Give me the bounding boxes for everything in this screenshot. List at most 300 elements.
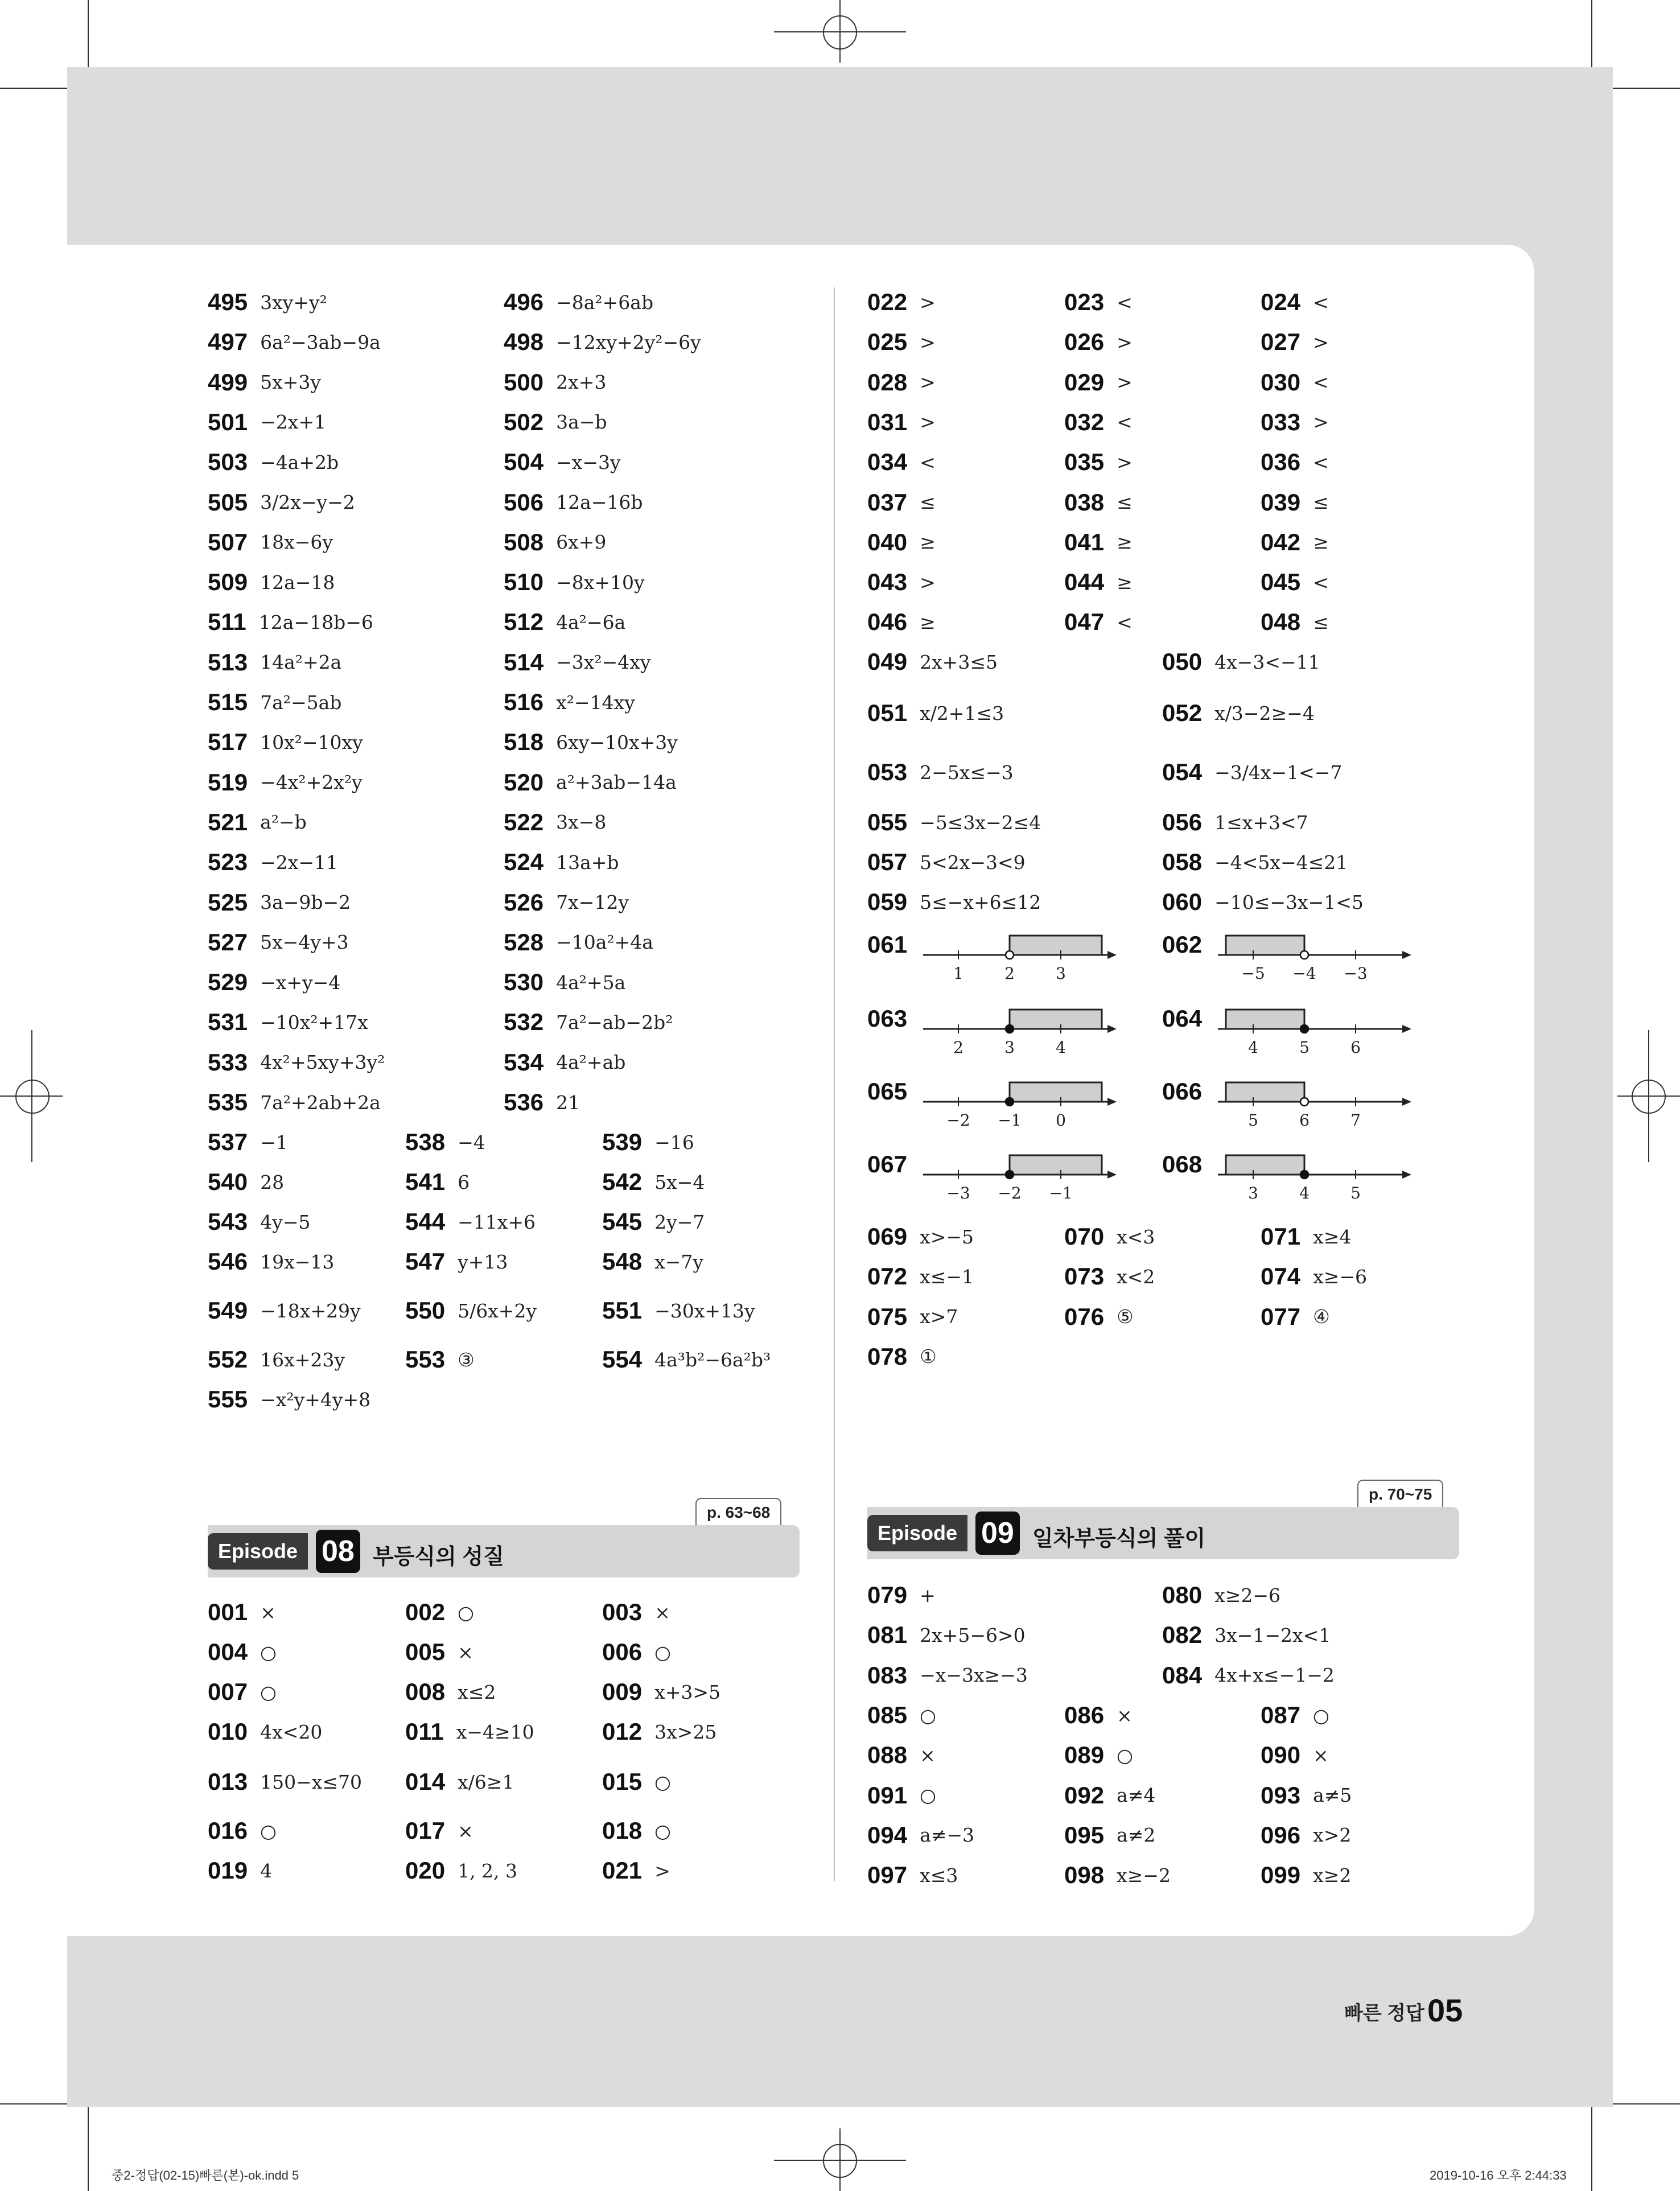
tick-label: 2: [953, 1038, 963, 1056]
answer-text: 4a³b²−6a²b³: [654, 1348, 771, 1371]
answer-number: 016: [208, 1817, 248, 1844]
answer-number: 081: [867, 1621, 908, 1649]
answer-number: 045: [1261, 569, 1301, 596]
answer-number: 031: [867, 408, 908, 435]
answer-text: ×: [920, 1744, 936, 1766]
answer-text: 5x−4y+3: [260, 931, 349, 954]
answer-text: 19x−13: [260, 1250, 335, 1273]
answer-text: 2y−7: [654, 1210, 705, 1233]
solution-region: [1010, 1155, 1102, 1175]
answer-034: [867, 450, 936, 474]
answer-055: [867, 810, 1041, 834]
answer-014: [405, 1770, 514, 1794]
number-line-graphic: [1213, 1072, 1418, 1129]
answer-text: ≥: [920, 531, 936, 554]
answer-number: 050: [1162, 648, 1203, 675]
answer-number: 544: [405, 1208, 446, 1235]
answer-text: ≥: [1117, 571, 1133, 594]
answer-number: 087: [1261, 1702, 1301, 1728]
answer-051: [867, 701, 1004, 725]
answer-number: 021: [602, 1857, 643, 1884]
answer-text: ○: [1313, 1704, 1329, 1727]
answer-number: 030: [1261, 368, 1301, 396]
answer-number: 092: [1064, 1781, 1105, 1809]
answer-number: 519: [208, 768, 248, 796]
answer-text: 5/6x+2y: [458, 1299, 537, 1322]
answer-text: 4x²+5xy+3y²: [260, 1051, 385, 1074]
answer-text: −x−3x≥−3: [920, 1664, 1028, 1687]
answer-011: [405, 1720, 534, 1744]
answer-text: 2x+3: [556, 371, 607, 394]
answer-069: [867, 1225, 974, 1249]
answer-text: >: [920, 411, 936, 434]
answer-number: 039: [1261, 488, 1301, 516]
answer-text: ○: [654, 1641, 671, 1663]
answer-510: [504, 570, 645, 594]
answer-016: [208, 1819, 277, 1843]
answer-text: 2x+3≤5: [920, 650, 998, 673]
answer-number: 044: [1064, 569, 1105, 596]
answer-text: x/6≥1: [458, 1770, 514, 1793]
answer-495: [208, 290, 327, 314]
answer-text: 3a−9b−2: [260, 891, 351, 913]
answer-number: 037: [867, 488, 908, 516]
answer-text: ③: [458, 1348, 475, 1371]
answer-048: [1261, 610, 1329, 634]
answer-number: 530: [504, 969, 544, 996]
answer-number: 543: [208, 1208, 248, 1235]
answer-number: 004: [208, 1638, 248, 1665]
answer-text: ①: [920, 1345, 937, 1368]
crop-mark: [0, 2103, 67, 2104]
answer-number: 020: [405, 1857, 446, 1884]
answer-text: −2x−11: [260, 851, 338, 874]
episode-title: 일차부등식의 풀이: [1032, 1527, 1206, 1551]
closed-endpoint: [1300, 1025, 1308, 1033]
episode-number: 09: [975, 1512, 1020, 1555]
answer-038: [1064, 488, 1133, 516]
answer-text: 3/2x−y−2: [260, 491, 355, 513]
answer-number: 008: [405, 1678, 446, 1705]
answer-084: [1162, 1663, 1335, 1687]
tick-label: 6: [1299, 1111, 1310, 1129]
answer-498: [504, 330, 701, 354]
answer-number: 537: [208, 1129, 248, 1155]
answer-text: >: [920, 331, 936, 353]
top-gray-band: [67, 67, 1613, 245]
answer-number: 084: [1162, 1661, 1203, 1688]
axis-arrow: [1107, 1171, 1117, 1179]
answer-text: −3/4x−1<−7: [1214, 761, 1343, 784]
axis-arrow: [1402, 951, 1411, 959]
tick-label: −3: [946, 1184, 970, 1202]
answer-text: 13a+b: [556, 851, 619, 874]
answer-text: −10x²+17x: [260, 1011, 368, 1033]
answer-number: 051: [867, 699, 908, 726]
answer-086: [1064, 1703, 1133, 1727]
answer-number: 082: [1162, 1621, 1203, 1649]
answer-number: 497: [208, 328, 248, 356]
tick-label: 0: [1056, 1111, 1066, 1129]
answer-text: −2x+1: [260, 411, 326, 434]
answer-533: [208, 1048, 385, 1076]
answer-532: [504, 1010, 673, 1034]
answer-number: 056: [1162, 809, 1203, 835]
answer-text: 7a²+2ab+2a: [260, 1091, 381, 1114]
answer-text: −3x²−4xy: [556, 651, 651, 674]
answer-072: [867, 1265, 974, 1288]
answer-text: a²−b: [260, 811, 307, 834]
answer-number: 005: [405, 1638, 446, 1665]
answer-number: 538: [405, 1129, 446, 1155]
answer-040: [867, 530, 936, 554]
tick-label: 3: [1248, 1184, 1258, 1202]
answer-087: [1261, 1703, 1329, 1727]
answer-020: [405, 1859, 517, 1883]
answer-number: 096: [1261, 1821, 1301, 1848]
answer-number: 003: [602, 1599, 643, 1625]
answer-058: [1162, 850, 1348, 874]
answer-text: ≤: [1117, 491, 1133, 513]
answer-527: [208, 930, 349, 954]
answer-507: [208, 530, 333, 554]
answer-number: 499: [208, 368, 248, 396]
answer-073: [1064, 1265, 1155, 1288]
solution-region: [1226, 936, 1304, 955]
answer-number: 524: [504, 849, 544, 876]
number-line-graphic: [1213, 999, 1418, 1056]
answer-number: 511: [208, 608, 246, 636]
answer-text: 4x−3<−11: [1214, 650, 1320, 673]
axis-arrow: [1402, 1098, 1411, 1106]
answer-number: 010: [208, 1718, 248, 1745]
answer-number: 550: [405, 1297, 446, 1324]
answer-text: −11x+6: [458, 1210, 536, 1233]
answer-text: ≥: [1117, 531, 1133, 554]
tick-label: 2: [1004, 964, 1015, 982]
answer-text: a≠5: [1313, 1784, 1352, 1807]
answer-text: 12a−18b−6: [258, 611, 373, 633]
answer-text: >: [920, 571, 936, 594]
answer-text: 12a−18: [260, 571, 335, 594]
answer-number: 006: [602, 1638, 643, 1665]
answer-516: [504, 690, 635, 714]
answer-text: 7a²−ab−2b²: [556, 1011, 673, 1033]
registration-mark: [15, 1080, 50, 1114]
open-endpoint: [1006, 951, 1014, 959]
answer-number: 026: [1064, 328, 1105, 356]
answer-text: 21: [556, 1091, 580, 1114]
number-line-graphic: [919, 999, 1123, 1056]
answer-544: [405, 1210, 536, 1234]
answer-text: −4a+2b: [260, 451, 339, 473]
answer-number: 549: [208, 1297, 248, 1324]
crop-mark: [0, 88, 67, 89]
tick-label: −1: [998, 1111, 1022, 1129]
page-range-tag: p. 63~68: [695, 1498, 781, 1526]
answer-number: 504: [504, 448, 544, 476]
answer-019: [208, 1859, 272, 1883]
answer-number: 058: [1162, 849, 1203, 875]
answer-text: −10≤−3x−1<5: [1214, 891, 1364, 913]
answer-015: [602, 1770, 671, 1794]
answer-089: [1064, 1743, 1133, 1767]
answer-number: 028: [867, 368, 908, 396]
answer-text: −8x+10y: [556, 571, 645, 594]
answer-number: 033: [1261, 408, 1301, 435]
crop-mark: [88, 0, 89, 67]
answer-number: 019: [208, 1857, 248, 1884]
answer-545: [602, 1210, 705, 1234]
answer-513: [208, 650, 341, 674]
page-number: 05: [1427, 1992, 1463, 2028]
answer-074: [1261, 1265, 1367, 1288]
answer-number: 083: [867, 1661, 908, 1688]
answer-text: x+3>5: [654, 1681, 720, 1703]
answer-text: x−4≥10: [456, 1720, 534, 1743]
answer-text: 10x²−10xy: [260, 731, 363, 753]
answer-number: 552: [208, 1346, 248, 1373]
answer-text: 16x+23y: [260, 1348, 345, 1371]
episode-title: 부등식의 성질: [373, 1545, 504, 1569]
answer-number: 513: [208, 648, 248, 676]
answer-text: −x+y−4: [260, 971, 341, 994]
answer-496: [504, 290, 653, 314]
answer-number: 053: [867, 759, 908, 785]
answer-number: 062: [1162, 931, 1203, 958]
answer-number: 514: [504, 648, 544, 676]
answer-number: 049: [867, 648, 908, 675]
answer-text: ×: [1313, 1744, 1329, 1766]
answer-005: [405, 1640, 473, 1664]
answer-text: ○: [1117, 1744, 1133, 1766]
answer-text: x<2: [1117, 1265, 1155, 1288]
answer-503: [208, 450, 339, 474]
answer-number: 501: [208, 408, 248, 435]
answer-091: [867, 1781, 936, 1809]
answer-text: 6x+9: [556, 531, 607, 554]
answer-number: 540: [208, 1168, 248, 1195]
closed-endpoint: [1006, 1098, 1014, 1106]
open-endpoint: [1300, 1098, 1308, 1106]
answer-text: <: [920, 451, 936, 473]
right-gray-band: [1507, 245, 1613, 1936]
answer-text: ×: [260, 1601, 276, 1624]
tick-label: 1: [953, 964, 963, 982]
answer-text: 3a−b: [556, 411, 607, 434]
answer-text: x>−5: [920, 1225, 974, 1248]
answer-number: 038: [1064, 488, 1105, 516]
registration-mark: [1632, 1080, 1666, 1114]
answer-number: 090: [1261, 1741, 1301, 1769]
answer-number: 018: [602, 1817, 643, 1844]
answer-number: 024: [1261, 289, 1301, 315]
answer-097: [867, 1863, 958, 1887]
answer-number: 508: [504, 528, 544, 555]
answer-number: 542: [602, 1168, 643, 1195]
axis-arrow: [1107, 1098, 1117, 1106]
answer-525: [208, 888, 351, 916]
answer-528: [504, 930, 653, 954]
answer-text: 5<2x−3<9: [920, 851, 1026, 874]
answer-text: x>7: [920, 1305, 958, 1328]
answer-number: 055: [867, 809, 908, 835]
answer-554: [602, 1348, 771, 1372]
answer-049: [867, 650, 998, 674]
answer-text: ×: [458, 1819, 473, 1842]
answer-529: [208, 970, 340, 994]
episode-label: Episode: [208, 1533, 308, 1570]
tick-label: 3: [1056, 964, 1066, 982]
answer-004: [208, 1640, 277, 1664]
answer-number: 011: [405, 1718, 444, 1745]
answer-text: x>2: [1313, 1824, 1352, 1847]
answer-text: −12xy+2y²−6y: [556, 331, 701, 353]
answer-text: ④: [1313, 1305, 1330, 1328]
answer-number: 512: [504, 608, 544, 636]
answer-text: >: [1313, 331, 1329, 353]
answer-number: 023: [1064, 289, 1105, 315]
answer-551: [602, 1299, 755, 1323]
tick-label: 4: [1248, 1038, 1258, 1056]
answer-number: 528: [504, 928, 544, 956]
axis-arrow: [1107, 951, 1117, 959]
answer-093: [1261, 1781, 1352, 1809]
answer-number: 526: [504, 888, 544, 916]
answer-text: ⑤: [1117, 1305, 1134, 1328]
answer-text: <: [1117, 411, 1133, 434]
solution-region: [1226, 1155, 1304, 1175]
answer-text: −16: [654, 1131, 694, 1154]
answer-518: [504, 730, 678, 754]
answer-number: 068: [1162, 1151, 1203, 1177]
answer-number: 094: [867, 1821, 908, 1848]
answer-number: 052: [1162, 699, 1203, 726]
tick-label: 3: [1004, 1038, 1015, 1056]
answer-070: [1064, 1225, 1155, 1249]
answer-number: 089: [1064, 1741, 1105, 1769]
answer-098: [1064, 1863, 1171, 1887]
answer-517: [208, 730, 363, 754]
answer-041: [1064, 530, 1133, 554]
answer-500: [504, 370, 606, 394]
answer-text: 3xy+y²: [260, 291, 327, 314]
answer-090: [1261, 1743, 1329, 1767]
answer-text: y+13: [458, 1250, 508, 1273]
answer-number: 057: [867, 849, 908, 875]
answer-number: 077: [1261, 1303, 1301, 1330]
column-divider: [834, 287, 835, 1881]
answer-number: 532: [504, 1008, 544, 1036]
answer-007: [208, 1680, 277, 1704]
answer-number: 071: [1261, 1223, 1301, 1250]
answer-522: [504, 810, 606, 834]
answer-553: [405, 1348, 475, 1372]
answer-text: x<3: [1117, 1225, 1155, 1248]
answer-010: [208, 1720, 322, 1744]
answer-030: [1261, 370, 1329, 394]
answer-number: 091: [867, 1781, 908, 1809]
answer-521: [208, 810, 307, 834]
answer-515: [208, 690, 341, 714]
answer-number: 527: [208, 928, 248, 956]
answer-text: x²−14xy: [556, 691, 635, 714]
answer-number: 518: [504, 728, 544, 756]
answer-number: 515: [208, 689, 248, 715]
answer-542: [602, 1170, 705, 1194]
answer-text: −4x²+2x²y: [260, 771, 363, 794]
answer-text: x≥−2: [1117, 1864, 1171, 1887]
answer-099: [1261, 1863, 1351, 1887]
answer-057: [867, 850, 1026, 874]
tick-label: 5: [1299, 1038, 1310, 1056]
timestamp-slug: 2019-10-16 오후 2:44:33: [1430, 2168, 1567, 2182]
answer-text: −1: [260, 1131, 288, 1154]
answer-text: 3x−8: [556, 811, 607, 834]
answer-number: 013: [208, 1768, 248, 1795]
answer-524: [504, 850, 619, 874]
tick-label: 4: [1056, 1038, 1066, 1056]
answer-050: [1162, 650, 1320, 674]
answer-number: 060: [1162, 888, 1203, 915]
answer-text: 12a−16b: [556, 491, 643, 513]
crop-mark: [1613, 88, 1680, 89]
answer-538: [405, 1130, 485, 1154]
answer-536: [504, 1090, 580, 1114]
answer-text: 150−x≤70: [260, 1770, 362, 1793]
answer-number: 498: [504, 328, 544, 356]
crop-mark: [1613, 2103, 1680, 2104]
answer-text: 14a²+2a: [260, 651, 342, 674]
answer-number: 099: [1261, 1861, 1301, 1889]
answer-text: ≤: [1313, 491, 1329, 513]
answer-number: 043: [867, 569, 908, 596]
answer-number: 554: [602, 1346, 643, 1373]
answer-550: [405, 1299, 537, 1323]
answer-547: [405, 1250, 508, 1274]
solution-region: [1010, 1082, 1102, 1102]
footer-title: 빠른 정답: [1344, 2003, 1424, 2024]
answer-number: 547: [405, 1248, 446, 1275]
answer-027: [1261, 330, 1329, 354]
answer-number: 079: [867, 1582, 908, 1608]
answer-number: 041: [1064, 528, 1105, 555]
tick-label: −2: [946, 1111, 970, 1129]
answer-535: [208, 1090, 381, 1114]
answer-092: [1064, 1781, 1156, 1809]
answer-number: 546: [208, 1248, 248, 1275]
answer-number: 001: [208, 1599, 248, 1625]
answer-552: [208, 1348, 345, 1372]
answer-text: −4<5x−4≤21: [1214, 851, 1348, 874]
answer-text: 18x−6y: [260, 531, 333, 554]
answer-text: 4y−5: [260, 1210, 311, 1233]
answer-text: −x²y+4y+8: [260, 1388, 371, 1411]
answer-035: [1064, 450, 1133, 474]
answer-number: 034: [867, 448, 908, 476]
answer-text: <: [1117, 611, 1133, 633]
answer-text: 6xy−10x+3y: [556, 731, 678, 753]
answer-text: <: [1313, 451, 1329, 473]
answer-number: 531: [208, 1008, 248, 1036]
answer-number: 070: [1064, 1223, 1105, 1250]
answer-520: [504, 768, 677, 796]
solution-region: [1226, 1082, 1304, 1102]
answer-text: ≤: [920, 491, 936, 513]
answer-508: [504, 530, 606, 554]
answer-text: 4: [260, 1859, 273, 1882]
answer-text: −8a²+6ab: [556, 291, 654, 314]
